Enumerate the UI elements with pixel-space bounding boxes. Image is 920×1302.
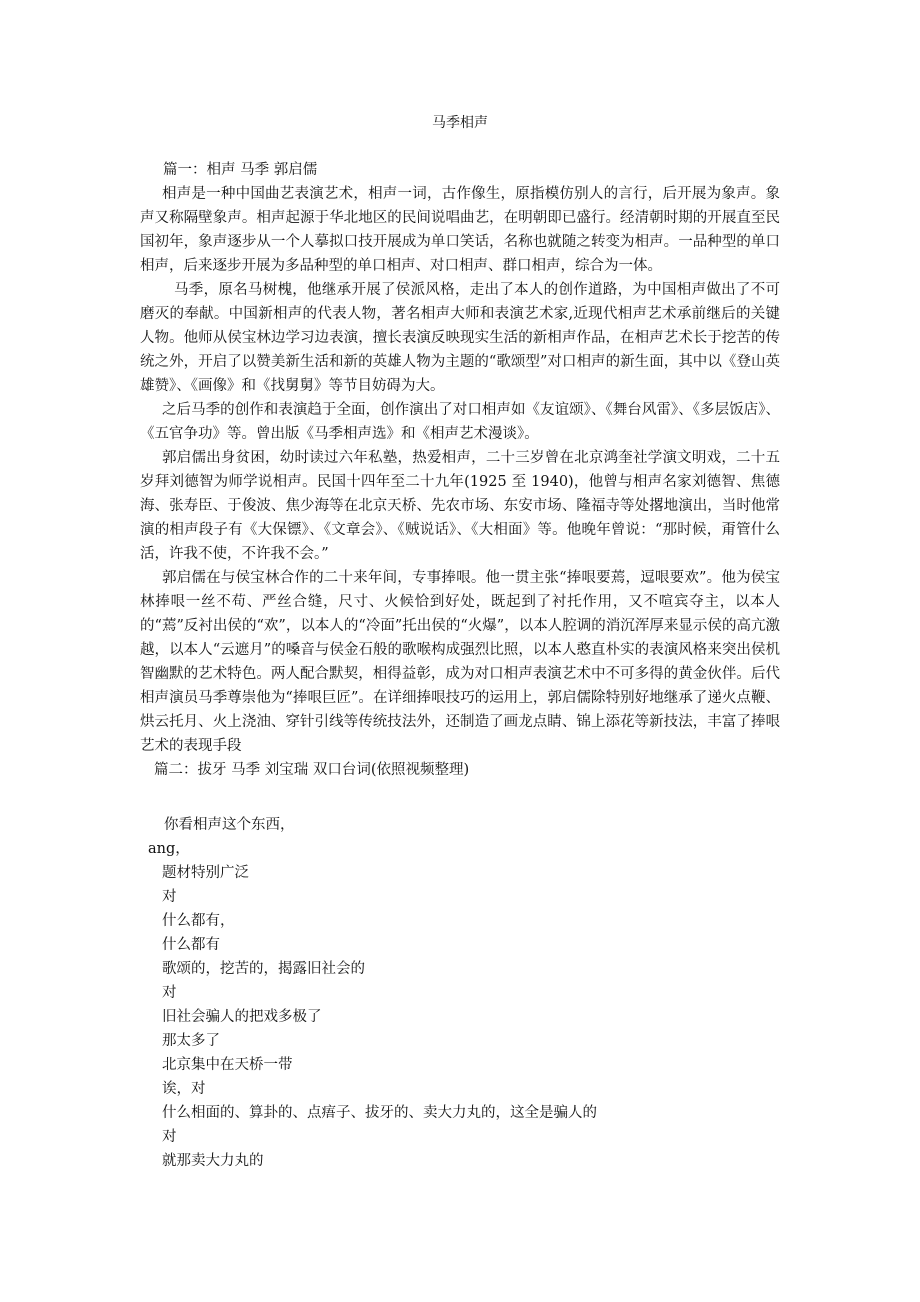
dialog-line: 北京集中在天桥一带 [162, 1057, 293, 1073]
paragraph-4: 郭启儒出身贫困，幼时读过六年私塾，热爱相声，二十三岁曾在北京鸿奎社学演文明戏，二十五岁拜刘德智为师学说相声。民国十四年至二十九年(1925 至 1940)，他曾与相声名家刘德智、焦德海、张寿臣、于俊波、焦少海等在北京天桥、先农市场、东安市场、隆福寺等处撂地演出，当时他常演的相声段子有《大保镖》、《文章会》、《贼说话》、《大相面》等。他晚年曾说：“那时候，甭管什么活，许我不使，不许我不会。” [140, 450, 780, 562]
dialog-line: 那太多了 [162, 1033, 220, 1049]
paragraph-5: 郭启儒在与侯宝林合作的二十来年间，专事捧哏。他一贯主张“捧哏要蔫，逗哏要欢”。他为侯宝林捧哏一丝不苟、严丝合缝，尺寸、火候恰到好处，既起到了衬托作用，又不喧宾夺主，以本人的“蔫”反衬出侯的“欢”，以本人的“冷面”托出侯的“火爆”，以本人腔调的消沉浑厚来显示侯的高亢激越，以本人“云遮月”的嗓音与侯金石般的歌喉构成强烈比照，以本人憨直朴实的表演风格来突出侯机智幽默的艺术特色。两人配合默契，相得益彰，成为对口相声表演艺术中不可多得的黄金伙伴。后代相声演员马季尊崇他为“捧哏巨匠”。在详细捧哏技巧的运用上，郭启儒除特别好地继承了递火点鞭、烘云托月、火上浇油、穿针引线等传统技法外，还制造了画龙点睛、锦上添花等新技法，丰富了捧哏艺术的表现手段 [140, 570, 780, 754]
dialog-line: 什么都有 [162, 937, 220, 953]
dialog-line: 对 [162, 889, 177, 905]
paragraph-3: 之后马季的创作和表演趋于全面，创作演出了对口相声如《友谊颂》、《舞台风雷》、《多层饭店》、《五官争功》等。曾出版《马季相声选》和《相声艺术漫谈》。 [140, 402, 780, 442]
dialog-line: 题材特别广泛 [162, 865, 249, 881]
paragraph-2: 马季，原名马树槐，他继承开展了侯派风格，走出了本人的创作道路，为中国相声做出了不可磨灭的奉献。中国新相声的代表人物，著名相声大师和表演艺术家,近现代相声艺术承前继后的关键人物。他师从侯宝林边学习边表演，擅长表演反映现实生活的新相声作品，在相声艺术长于挖苦的传统之外，开启了以赞美新生活和新的英雄人物为主题的“歌颂型”对口相声的新生面，其中以《登山英雄赞》、《画像》和《找舅舅》等节目妨碍为大。 [140, 282, 780, 394]
section-2-dialog [140, 813, 780, 1173]
dialog-line: 你看相声这个东西， [164, 817, 295, 833]
dialog-line: 什么相面的、算卦的、点痦子、拔牙的、卖大力丸的，这全是骗人的 [162, 1105, 597, 1121]
dialog-line: 对 [162, 985, 177, 1001]
dialog-line: 诶，对 [162, 1081, 206, 1097]
paragraph-1: 相声是一种中国曲艺表演艺术，相声一词，古作像生，原指模仿别人的言行，后开展为象声。象声又称隔壁象声。相声起源于华北地区的民间说唱曲艺，在明朝即已盛行。经清朝时期的开展直至民国初年，象声逐步从一个人摹拟口技开展成为单口笑话，名称也就随之转变为相声。一品种型的单口相声，后来逐步开展为多品种型的单口相声、对口相声、群口相声，综合为一体。 [140, 186, 780, 274]
dialog-line: ang， [148, 841, 190, 857]
dialog-line: 旧社会骗人的把戏多极了 [162, 1009, 322, 1025]
document-title: 马季相声 [432, 115, 488, 131]
section-1 [140, 158, 780, 782]
section-2-heading: 篇二：拔牙 马季 刘宝瑞 双口台词(依照视频整理) [154, 762, 470, 778]
dialog-line: 歌颂的，挖苦的，揭露旧社会的 [162, 961, 365, 977]
section-1-heading: 篇一：相声 马季 郭启儒 [163, 162, 318, 178]
dialog-line: 就那卖大力丸的 [162, 1153, 264, 1169]
dialog-line: 什么都有， [162, 913, 235, 929]
dialog-line: 对 [162, 1129, 177, 1145]
